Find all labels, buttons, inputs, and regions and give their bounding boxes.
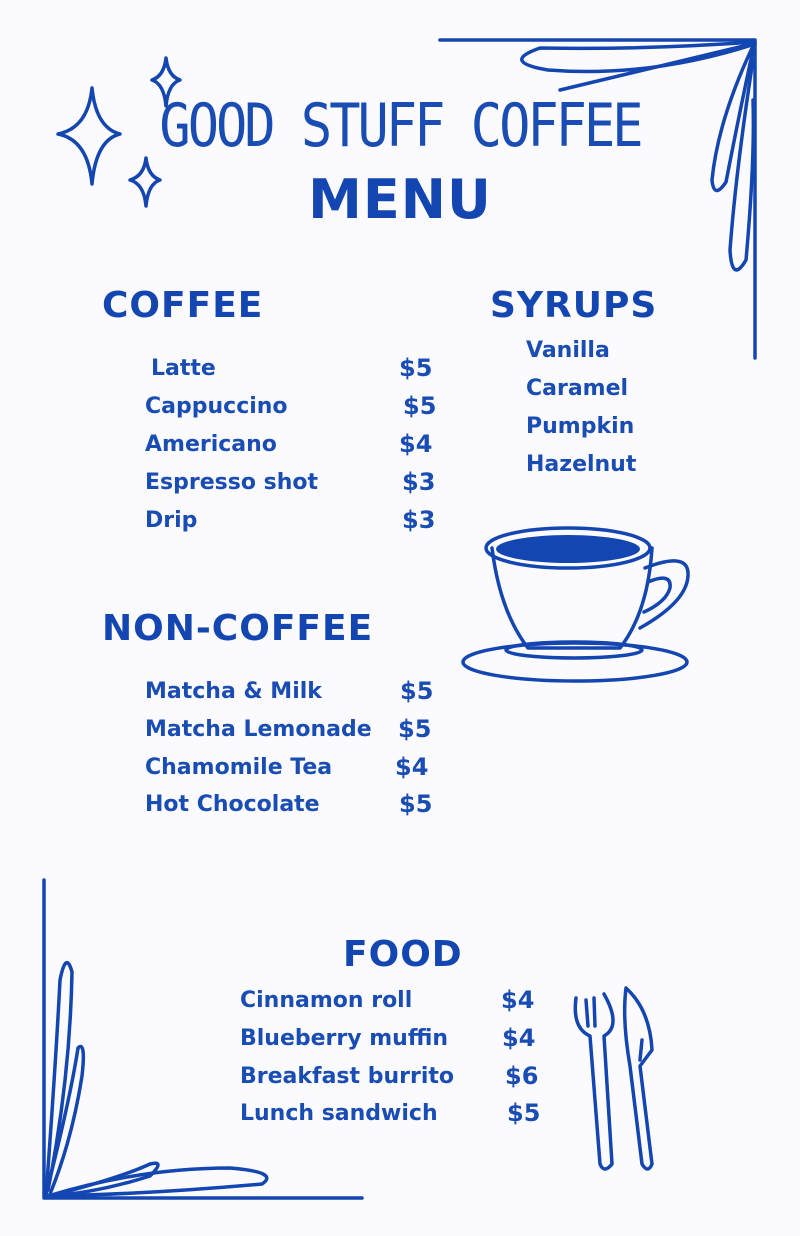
non-coffee-item-price: $5 bbox=[400, 677, 434, 705]
coffee-item-price: $5 bbox=[403, 392, 437, 420]
coffee-item-name: Latte bbox=[151, 356, 216, 381]
non-coffee-item-price: $5 bbox=[398, 715, 432, 743]
non-coffee-item-price: $4 bbox=[395, 753, 429, 781]
syrups-heading: SYRUPS bbox=[490, 285, 658, 326]
non-coffee-heading: NON-COFFEE bbox=[102, 608, 374, 649]
coffee-heading: COFFEE bbox=[102, 285, 264, 326]
syrup-item: Hazelnut bbox=[526, 452, 637, 477]
non-coffee-item-price: $5 bbox=[399, 790, 433, 818]
food-item-name: Lunch sandwich bbox=[240, 1101, 438, 1126]
brand-title: GOOD STUFF COFFEE bbox=[159, 92, 641, 161]
non-coffee-item-name: Matcha Lemonade bbox=[145, 717, 372, 742]
coffee-item-name: Americano bbox=[145, 432, 277, 457]
coffee-item-name: Cappuccino bbox=[145, 394, 288, 419]
syrup-item: Caramel bbox=[526, 376, 629, 401]
coffee-item-price: $4 bbox=[399, 430, 433, 458]
non-coffee-item-name: Chamomile Tea bbox=[145, 755, 333, 780]
syrup-item: Pumpkin bbox=[526, 414, 635, 439]
food-heading: FOOD bbox=[343, 934, 463, 975]
coffee-item-name: Drip bbox=[145, 508, 198, 533]
food-item-price: $5 bbox=[507, 1099, 541, 1127]
food-item-price: $4 bbox=[502, 1024, 536, 1052]
coffee-item-price: $3 bbox=[402, 468, 436, 496]
fork-icon bbox=[575, 994, 613, 1169]
coffee-item-price: $5 bbox=[399, 354, 433, 382]
coffee-item-name: Espresso shot bbox=[145, 470, 318, 495]
food-item-price: $4 bbox=[501, 986, 535, 1014]
menu-title: MENU bbox=[308, 168, 492, 231]
non-coffee-item-name: Matcha & Milk bbox=[145, 679, 322, 704]
coffee-item-price: $3 bbox=[402, 506, 436, 534]
syrup-item: Vanilla bbox=[526, 338, 610, 363]
food-item-name: Blueberry muffin bbox=[240, 1026, 449, 1051]
non-coffee-item-name: Hot Chocolate bbox=[145, 792, 320, 817]
food-item-name: Breakfast burrito bbox=[240, 1064, 454, 1089]
coffee-cup-icon bbox=[463, 528, 688, 681]
food-item-name: Cinnamon roll bbox=[240, 988, 413, 1013]
knife-icon bbox=[625, 988, 652, 1169]
food-item-price: $6 bbox=[505, 1062, 539, 1090]
